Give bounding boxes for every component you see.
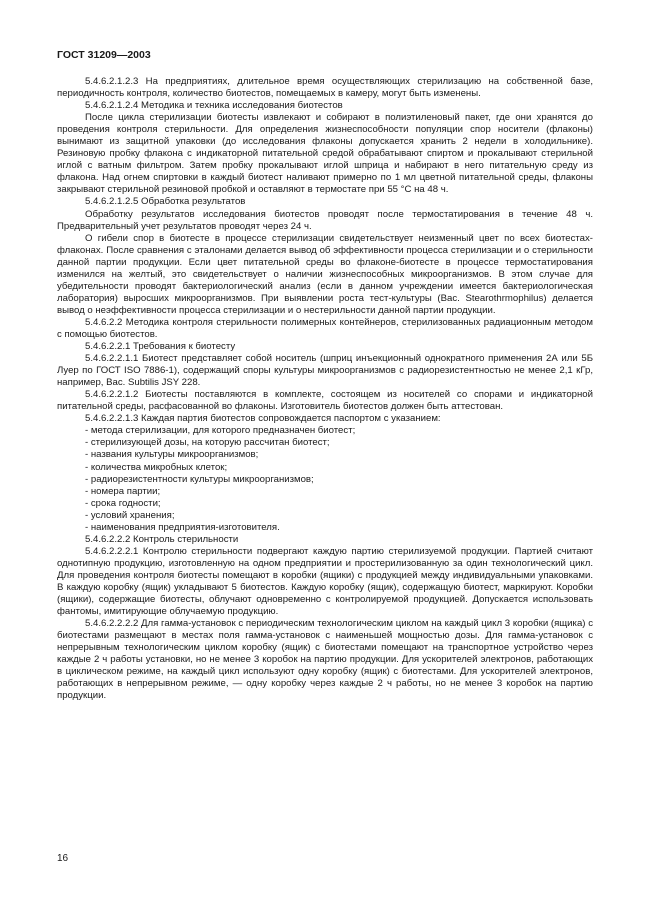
list-item: - наименования предприятия-изготовителя.: [85, 521, 280, 533]
list-item: - названия культуры микроорганизмов;: [85, 449, 259, 461]
paragraph: 5.4.6.2.2 Методика контроля стерильности полимерных контейнеров, стерилизованных радиационным методом с помощью биотестов.: [57, 316, 593, 340]
paragraph: Обработку результатов исследования биотестов проводят после термостатирования в течение 48 ч. Предварительный учет результатов проводят через 24 ч.: [57, 208, 593, 232]
paragraph: После цикла стерилизации биотесты извлекают и собирают в полиэтиленовый пакет, где они хранятся до проведения контроля стерильности. Для определения жизнеспособности популяции спор носители (флаконы) вынимают из защитной упаковки (до исследования флаконы допускается хранить 2 недели в холодильнике). Резиновую пробку флакона с индикаторной питательной средой обрабатывают спиртом и прокалывают стерильной иглой с ватным фильтром. Затем пробку прокалывают иглой шприца и набирают в него питательную среду из флакона. Над огнем спиртовки в каждый биотест наливают примерно по 1 мл цветной питательной среды, флаконы закрывают стерильной резиновой пробкой и оставляют в термостате при 55 °С на 48 ч.: [57, 112, 593, 196]
list-item: - срока годности;: [85, 497, 161, 509]
section-heading: 5.4.6.2.1.2.4 Методика и техника исследования биотестов: [85, 100, 343, 112]
page-number: 16: [57, 853, 69, 864]
list-item: - количества микробных клеток;: [85, 461, 228, 473]
list-item: - номера партии;: [85, 485, 161, 497]
section-heading: 5.4.6.2.2.1 Требования к биотесту: [85, 341, 236, 353]
list-item: - метода стерилизации, для которого предназначен биотест;: [85, 425, 356, 437]
paragraph: 5.4.6.2.2.2.2 Для гамма-установок с периодическим технологическим циклом на каждый цикл 3 коробки (ящика) с биотестами размещают в местах поля гамма-установок с наименьшей мощностью дозы. Для гамма-установок с непрерывным технологическим циклом коробку (ящик) с биотестами помещают на транспортное устройство через каждые 2 ч работы установки, но не менее 3 коробок на партию продукции. Для ускорителей электронов, работающих в циклическом режиме, на каждый цикл используют одну коробку (ящик) с биотестами. Для ускорителей электронов, работающих в непрерывном режиме, — одну коробку через каждые 2 ч работы, но не менее 3 коробок на партию продукции.: [57, 618, 593, 702]
section-heading: 5.4.6.2.1.2.5 Обработка результатов: [85, 196, 246, 208]
list-item: - стерилизующей дозы, на которую рассчитан биотест;: [85, 437, 330, 449]
document-header: ГОСТ 31209—2003: [57, 49, 151, 61]
document-body: [57, 76, 593, 702]
paragraph: 5.4.6.2.2.1.3 Каждая партия биотестов сопровождается паспортом с указанием:: [85, 413, 441, 425]
section-heading: 5.4.6.2.2.2 Контроль стерильности: [85, 533, 239, 545]
paragraph: 5.4.6.2.1.2.3 На предприятиях, длительное время осуществляющих стерилизацию на собственной базе, периодичность контроля, количество биотестов, помещаемых в камеру, могут быть изменены.: [57, 76, 593, 100]
paragraph: 5.4.6.2.2.1.1 Биотест представляет собой носитель (шприц инъекционный однократного применения 2А или 5Б Луер по ГОСТ ISO 7886-1), содержащий споры культуры микроорганизмов с радиорезистентностью не менее 2,1 кГр, например, Bac. Subtilis JSY 228.: [57, 353, 593, 389]
paragraph: 5.4.6.2.2.1.2 Биотесты поставляются в комплекте, состоящем из носителей со спорами и индикаторной питательной среды, расфасованной во флаконы. Изготовитель биотестов должен быть аттестован.: [57, 389, 593, 413]
list-item: - радиорезистентности культуры микроорганизмов;: [85, 473, 314, 485]
paragraph: 5.4.6.2.2.2.1 Контролю стерильности подвергают каждую партию стерилизуемой продукции. Партией считают однотипную продукцию, изготовленную на одном предприятии и простерилизованную за один технологический цикл. Для проведения контроля биотесты помещают в коробки (ящики) с продукцией между индивидуальными упаковками. В каждую коробку (ящик) укладывают 5 биотестов. Каждую коробку (ящик), содержащую биотест, маркируют. Коробки (ящики), содержащие биотесты, облучают одновременно с контролируемой продукцией. Допускается использовать фантомы, имитирующие облучаемую продукцию.: [57, 545, 593, 618]
paragraph: О гибели спор в биотесте в процессе стерилизации свидетельствует неизменный цвет по всех биотестах-флаконах. После сравнения с эталонами делается вывод об эффективности процесса стерилизации и о стерильности данной партии продукции. Если цвет питательной среды во флаконе-биотесте в процессе термостатирования изменился на желтый, это свидетельствует о наличии жизнеспособных микроорганизмов. В этом случае для убедительности проводят бактериологический анализ (если в данном учреждении имеется бактериологическая лаборатория) выросших микроорганизмов. При выявлении роста тест-культуры (Bac. Stearothrmophilus) делается вывод о неэффективности процесса стерилизации и о нестерильности данной партии продукции.: [57, 232, 593, 316]
list-item: - условий хранения;: [85, 509, 175, 521]
